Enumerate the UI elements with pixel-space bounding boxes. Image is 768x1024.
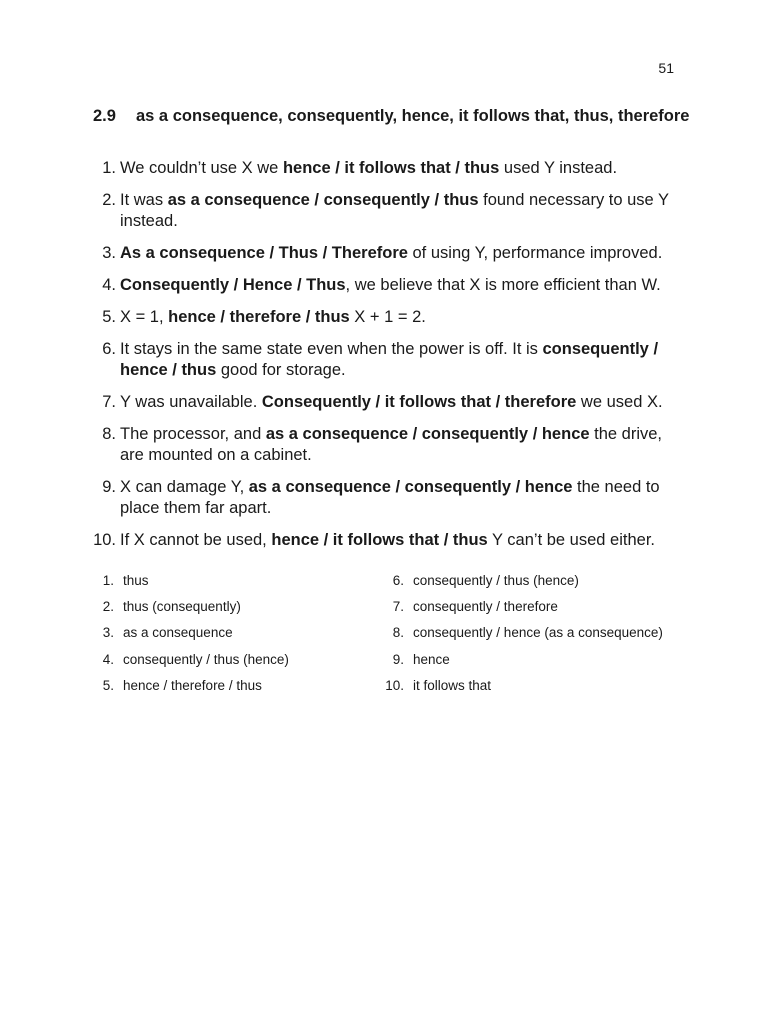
sentence-fragment: , we believe that X is more efficient than W. <box>345 276 661 294</box>
answer-row <box>0 623 289 649</box>
answer-row <box>380 650 663 676</box>
answer-text: consequently / thus (hence) <box>413 573 579 588</box>
answer-row <box>0 571 289 597</box>
sentence-fragment: X = 1, <box>120 308 169 326</box>
exercise-text <box>120 275 680 296</box>
option-choices: Consequently / it follows that / therefore <box>261 393 577 411</box>
option-choices: Consequently / Hence / Thus <box>120 276 346 294</box>
answer-row <box>380 623 663 649</box>
option-choices: As a consequence / Thus / Therefore <box>120 244 408 262</box>
exercise-text <box>120 307 680 328</box>
answer-row <box>380 597 663 623</box>
sentence-fragment: good for storage. <box>216 361 346 379</box>
sentence-fragment: We couldn’t use X we <box>120 159 283 177</box>
answer-number: 5. <box>102 677 114 693</box>
exercise-text <box>120 392 680 413</box>
page-number: 51 <box>658 60 674 76</box>
option-choices: hence / therefore / thus <box>168 308 350 326</box>
sentence-fragment: of using Y, performance improved. <box>407 244 663 262</box>
sentence-fragment: X + 1 = 2. <box>349 308 426 326</box>
sentence-fragment: It stays in the same state even when the power is off. It is <box>120 340 543 358</box>
answer-number: 10. <box>385 677 404 693</box>
answer-row <box>380 571 663 597</box>
option-choices: hence / it follows that / thus <box>271 531 488 549</box>
answer-column-left <box>0 571 289 702</box>
exercise-text <box>120 190 680 232</box>
sentence-fragment: X can damage Y, <box>120 478 249 496</box>
exercise-item <box>0 275 768 296</box>
exercise-item <box>0 530 768 551</box>
exercise-text <box>120 158 680 179</box>
answer-text: as a consequence <box>123 625 233 641</box>
option-choices: as a consequence / consequently / hence <box>248 478 573 496</box>
sentence-fragment: the need to place them far apart. <box>120 478 660 517</box>
exercise-item <box>0 158 768 179</box>
answer-row <box>0 597 289 623</box>
exercise-number: 3. <box>102 244 116 262</box>
exercise-item <box>0 424 768 466</box>
option-choices: as a consequence / consequently / thus <box>167 191 479 209</box>
section-number: 2.9 <box>93 107 116 125</box>
sentence-fragment: the drive, are mounted on a cabinet. <box>120 425 663 464</box>
exercise-text <box>120 530 680 551</box>
answer-number: 1. <box>102 573 114 588</box>
exercise-number: 1. <box>102 159 116 177</box>
answer-text: consequently / therefore <box>413 599 558 615</box>
exercise-item <box>0 307 768 328</box>
sentence-fragment: Y can’t be used either. <box>487 531 655 549</box>
answer-row <box>380 676 663 702</box>
option-choices: consequently / hence / thus <box>120 340 659 379</box>
sentence-fragment: The processor, and <box>120 425 266 443</box>
exercise-number: 5. <box>102 308 116 326</box>
answer-number: 6. <box>392 573 404 588</box>
answer-row <box>0 676 289 702</box>
exercise-list <box>0 158 768 562</box>
answer-text: thus <box>123 573 149 588</box>
sentence-fragment: If X cannot be used, <box>120 531 272 549</box>
answer-row <box>0 650 289 676</box>
section-title: as a consequence, consequently, hence, it follows that, thus, therefore <box>136 107 690 125</box>
answer-text: consequently / thus (hence) <box>123 651 289 667</box>
exercise-text <box>120 243 680 264</box>
exercise-text <box>120 477 680 519</box>
exercise-item <box>0 392 768 413</box>
exercise-number: 7. <box>102 393 116 411</box>
answer-number: 2. <box>102 599 114 615</box>
exercise-item <box>0 477 768 519</box>
sentence-fragment: used Y instead. <box>499 159 618 177</box>
exercise-number: 8. <box>102 425 116 443</box>
answer-number: 3. <box>102 625 114 641</box>
exercise-number: 2. <box>102 191 116 209</box>
answer-text: hence <box>413 651 450 667</box>
exercise-number: 10. <box>93 531 116 549</box>
exercise-item <box>0 243 768 264</box>
answer-number: 8. <box>392 625 404 641</box>
answer-column-right <box>380 571 663 702</box>
option-choices: as a consequence / consequently / hence <box>265 425 590 443</box>
exercise-number: 9. <box>102 478 116 496</box>
exercise-number: 6. <box>102 340 116 358</box>
answer-text: hence / therefore / thus <box>123 677 262 693</box>
exercise-text <box>120 339 680 381</box>
exercise-item <box>0 339 768 381</box>
sentence-fragment: It was <box>120 191 168 209</box>
option-choices: hence / it follows that / thus <box>282 159 500 177</box>
exercise-item <box>0 190 768 232</box>
answer-number: 9. <box>392 651 404 667</box>
exercise-text <box>120 424 680 466</box>
answer-text: consequently / hence (as a consequence) <box>413 625 663 641</box>
exercise-number: 4. <box>102 276 116 294</box>
answer-number: 4. <box>102 651 114 667</box>
sentence-fragment: we used X. <box>576 393 663 411</box>
sentence-fragment: Y was unavailable. <box>120 393 262 411</box>
section-heading <box>93 106 693 127</box>
answer-text: it follows that <box>413 677 492 693</box>
answer-text: thus (consequently) <box>123 599 241 615</box>
sentence-fragment: found necessary to use Y instead. <box>120 191 669 230</box>
answer-number: 7. <box>392 599 404 615</box>
